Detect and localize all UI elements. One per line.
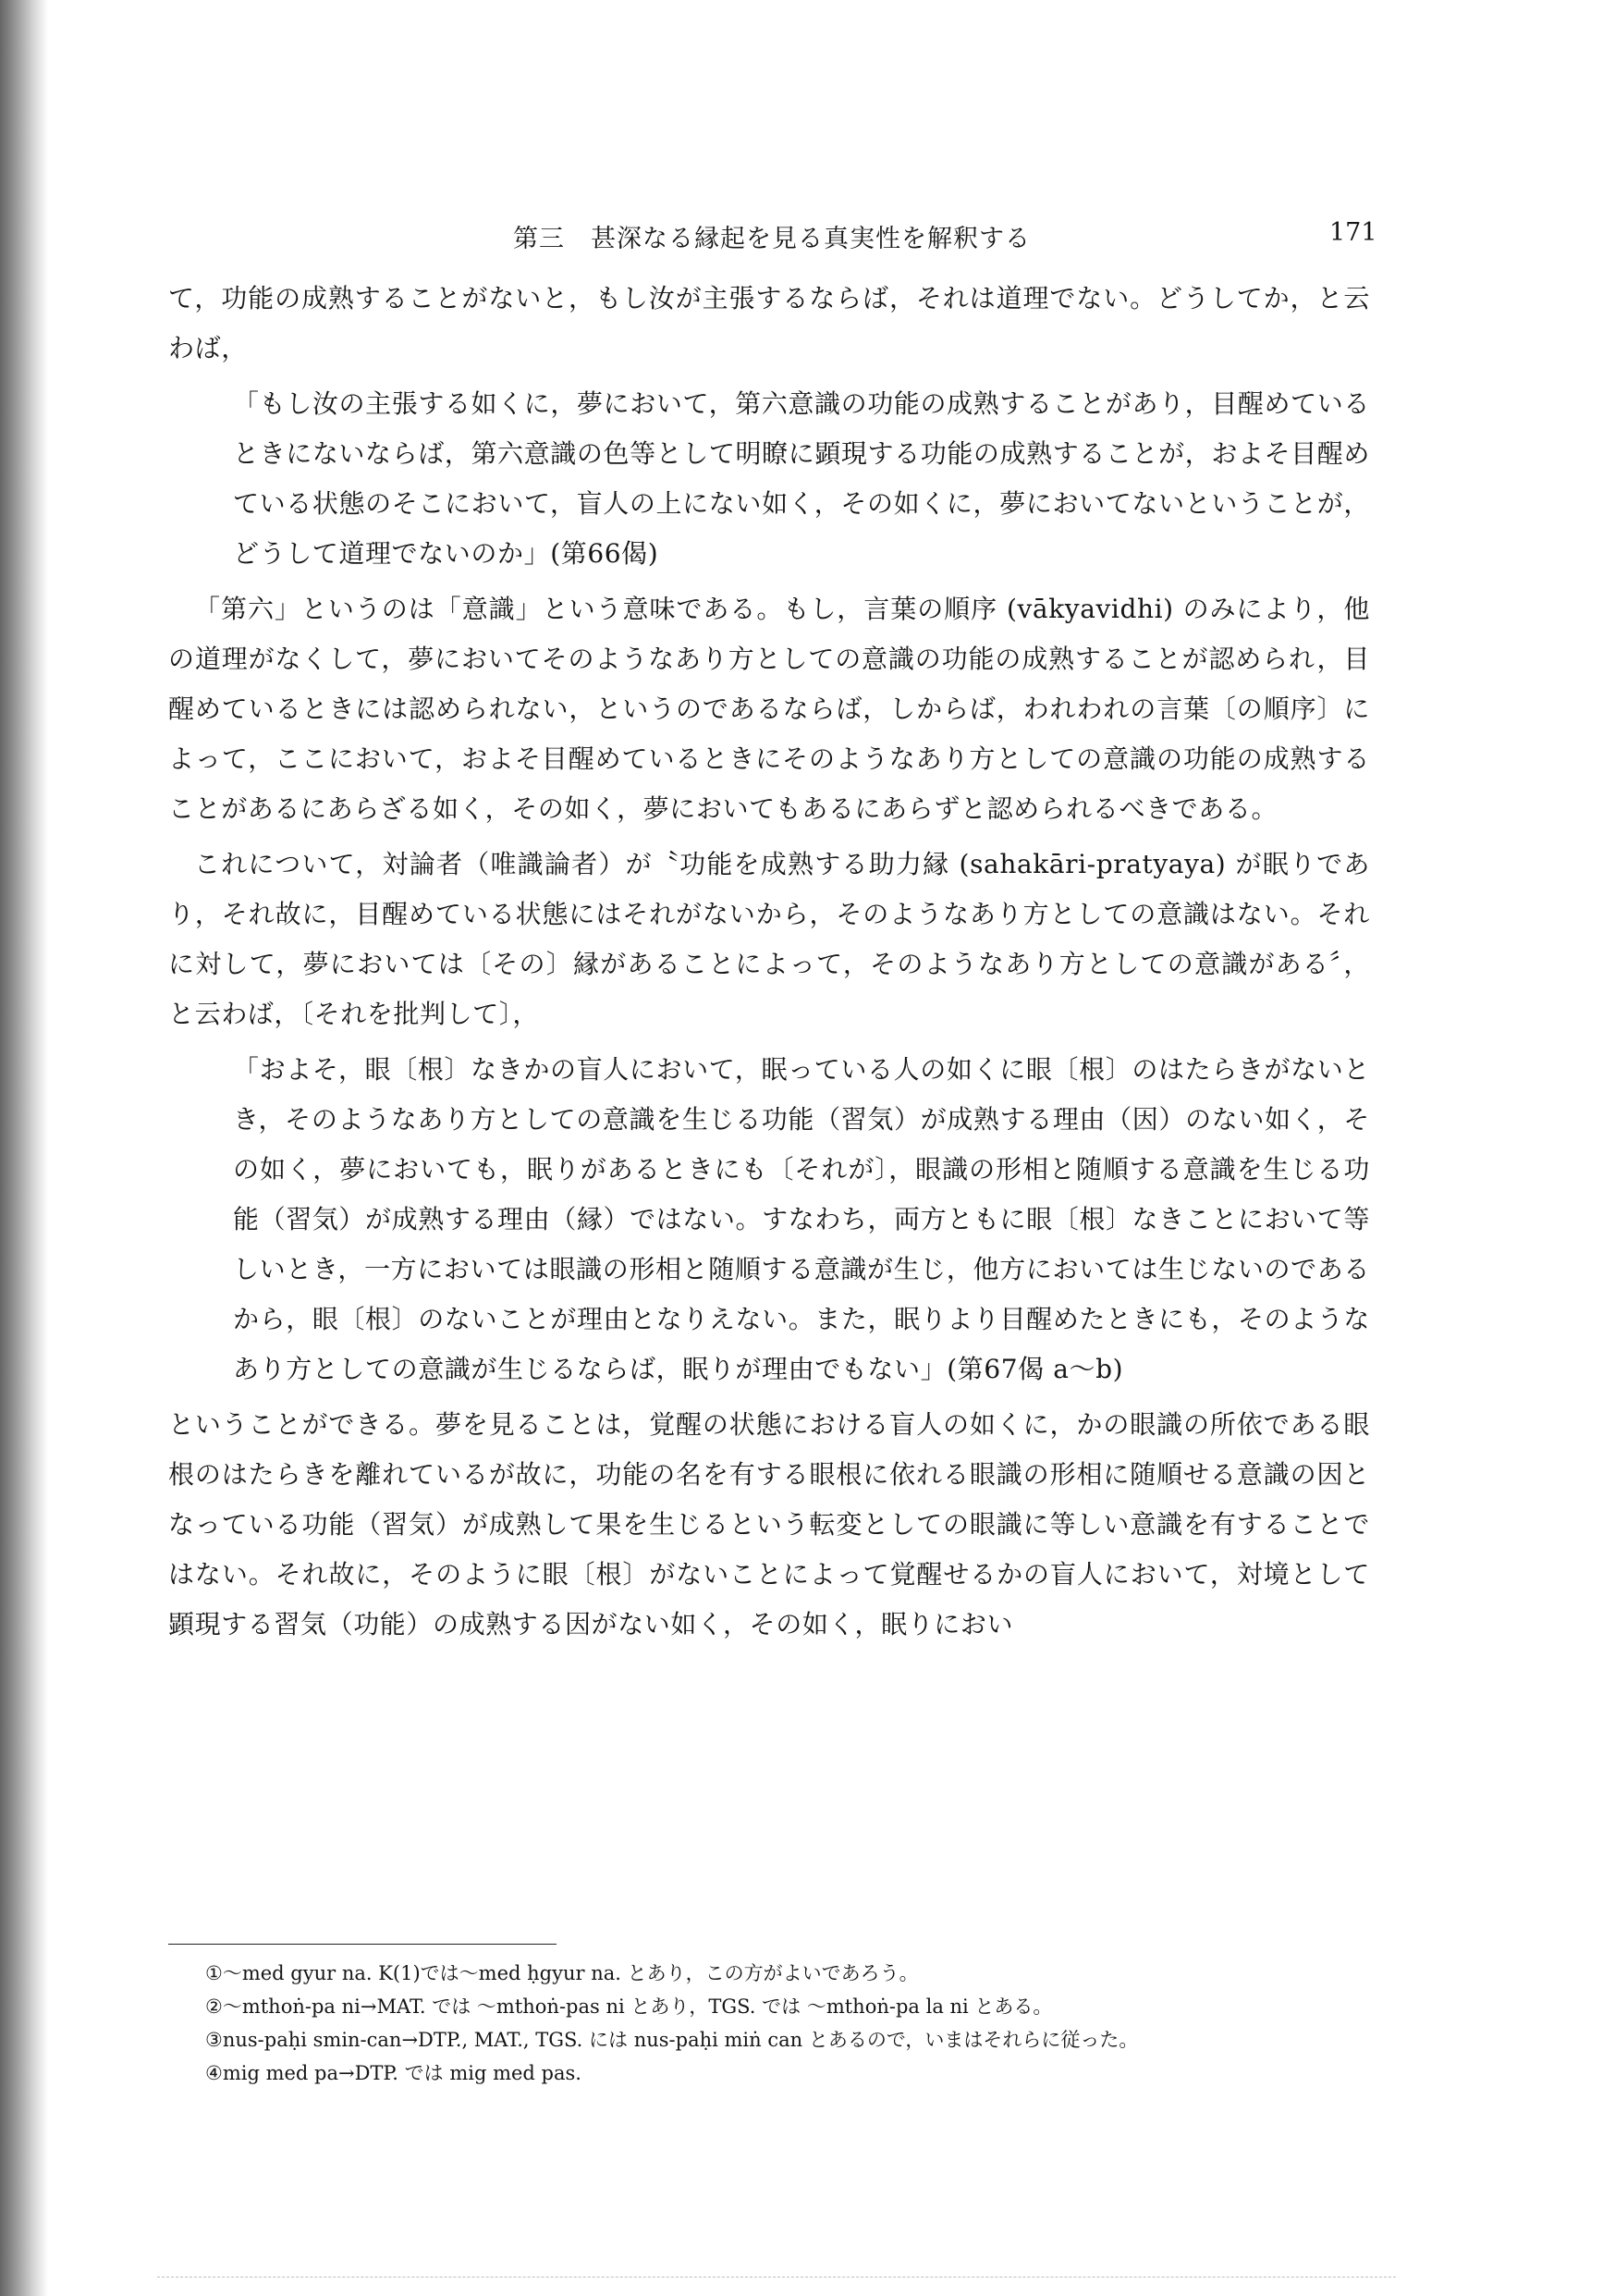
paragraph: て，功能の成熟することがないと，もし汝が主張するならば，それは道理でない。どうしてか，と云わば， xyxy=(168,283,1370,363)
running-head: 第三 甚深なる縁起を見る真実性を解釈する xyxy=(513,225,1031,253)
page-number: 171 xyxy=(1329,218,1377,247)
verse-quote: 「もし汝の主張する如くに，夢において，第六意識の功能の成熟することがあり，目醒めているときにないならば，第六意識の色等として明瞭に顕現する功能の成熟することが，およそ目醒めている状態のそこにおいて，盲人の上にない如く，その如くに，夢においてないということが，どうして道理でないのか」(第66偈) xyxy=(233,388,1370,569)
footnote: ①～med gyur na. K(1)では～med ḥgyur na. とあり，この方がよいであろう。 xyxy=(205,1962,919,1984)
footnote: ④mig med pa→DTP. では mig med pas. xyxy=(205,2062,581,2084)
footnote: ②～mthoṅ-pa ni→MAT. では ～mthoṅ-pas ni とあり，TGS. では ～mthoṅ-pa la ni とある。 xyxy=(205,1995,1053,2018)
scan-bottom-marks xyxy=(157,2277,1396,2278)
paragraph: 「第六」というのは「意識」という意味である。もし，言葉の順序 (vākyavidhi) のみにより，他の道理がなくして，夢においてそのようなあり方としての意識の功能の成熟することが認められ，目醒めているときには認められない，というのであるならば，しからば，われわれの言葉〔の順序〕によって，ここにおいて，およそ目醒めているときにそのようなあり方としての意識の功能の成熟することがあるにあらざる如く，その如く，夢においてもあるにあらずと認められるべきである。 xyxy=(168,594,1371,824)
footnote: ③nus-paḥi smin-can→DTP., MAT., TGS. には nus-paḥi miṅ can とあるので，いまはそれらに従った。 xyxy=(205,2029,1139,2051)
footnote-rule xyxy=(168,1944,557,1945)
paragraph: ということができる。夢を見ることは，覚醒の状態における盲人の如くに，かの眼識の所依である眼根のはたらきを離れているが故に，功能の名を有する眼根に依れる眼識の形相に随順せる意識の因となっている功能（習気）が成熟して果を生じるという転変としての眼識に等しい意識を有することではない。それ故に，そのように眼〔根〕がないことによって覚醒せるかの盲人において，対境として顕現する習気（功能）の成熟する因がない如く，その如く，眠りにおい xyxy=(168,1409,1370,1639)
verse-quote: 「およそ，眼〔根〕なきかの盲人において，眠っている人の如くに眼〔根〕のはたらきがないとき，そのようなあり方としての意識を生じる功能（習気）が成熟する理由（因）のない如く，その如く，夢においても，眠りがあるときにも〔それが〕，眼識の形相と随順する意識を生じる功能（習気）が成熟する理由（縁）ではない。すなわち，両方ともに眼〔根〕なきことにおいて等しいとき，一方においては眼識の形相と随順する意識が生じ，他方においては生じないのであるから，眼〔根〕のないことが理由となりえない。また，眠りより目醒めたときにも，そのようなあり方としての意識が生じるならば，眠りが理由でもない」(第67偈 a～b) xyxy=(233,1054,1370,1384)
footnotes xyxy=(205,1957,1370,2090)
body-text xyxy=(168,274,1370,1655)
paragraph: これについて，対論者（唯識論者）が〝功能を成熟する助力縁 (sahakāri-pratyaya) が眠りであり，それ故に，目醒めている状態にはそれがないから，そのようなあり方としての意識はない。それに対して，夢においては〔その〕縁があることによって，そのようなあり方としての意識がある〞，と云わば，〔それを批判して〕， xyxy=(168,849,1370,1029)
